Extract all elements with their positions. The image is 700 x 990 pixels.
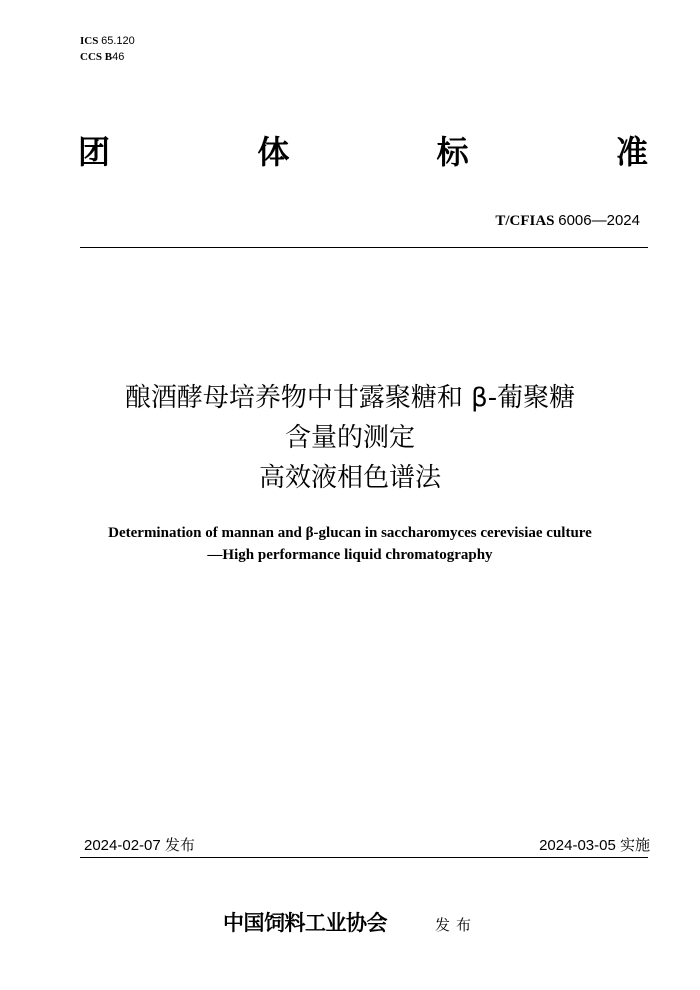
standard-type-char: 团 [78, 133, 111, 171]
ics-value: 65.120 [101, 35, 135, 47]
standard-type-heading [78, 132, 648, 172]
ccs-code [80, 49, 135, 65]
standard-number-prefix: T/CFIAS [495, 213, 555, 229]
english-title-line: Determination of mannan and β-glucan in saccharomyces cerevisiae culture [108, 525, 592, 541]
standard-type-char: 准 [615, 133, 648, 171]
ics-code [80, 33, 135, 49]
ics-label: ICS [80, 35, 99, 47]
chinese-title-line: 高效液相色谱法 [258, 463, 441, 493]
chinese-title-line: 酿酒酵母培养物中甘露聚糖和 β-葡聚糖 [124, 383, 576, 413]
implementation-date: 2024-03-05 实施 [539, 837, 650, 854]
issue-date: 2024-02-07 发布 [84, 837, 195, 854]
publisher-name: 中国饲料工业协会 [222, 910, 387, 935]
publisher [0, 907, 700, 937]
standard-number-value: 6006—2024 [558, 212, 640, 229]
english-title-line: —High performance liquid chromatography [207, 547, 493, 563]
chinese-title [0, 378, 700, 498]
ccs-number: 46 [112, 51, 125, 63]
publisher-action: 发布 [434, 916, 477, 934]
chinese-title-line: 含量的测定 [284, 423, 415, 453]
bottom-divider [80, 857, 648, 858]
ccs-label: CCS [80, 51, 103, 63]
english-title [0, 522, 700, 566]
classification-codes [80, 33, 135, 65]
ccs-letter: B [104, 51, 113, 63]
standard-type-char: 体 [257, 133, 290, 171]
standard-number [495, 212, 640, 230]
top-divider [80, 247, 648, 248]
standard-type-char: 标 [436, 133, 469, 171]
